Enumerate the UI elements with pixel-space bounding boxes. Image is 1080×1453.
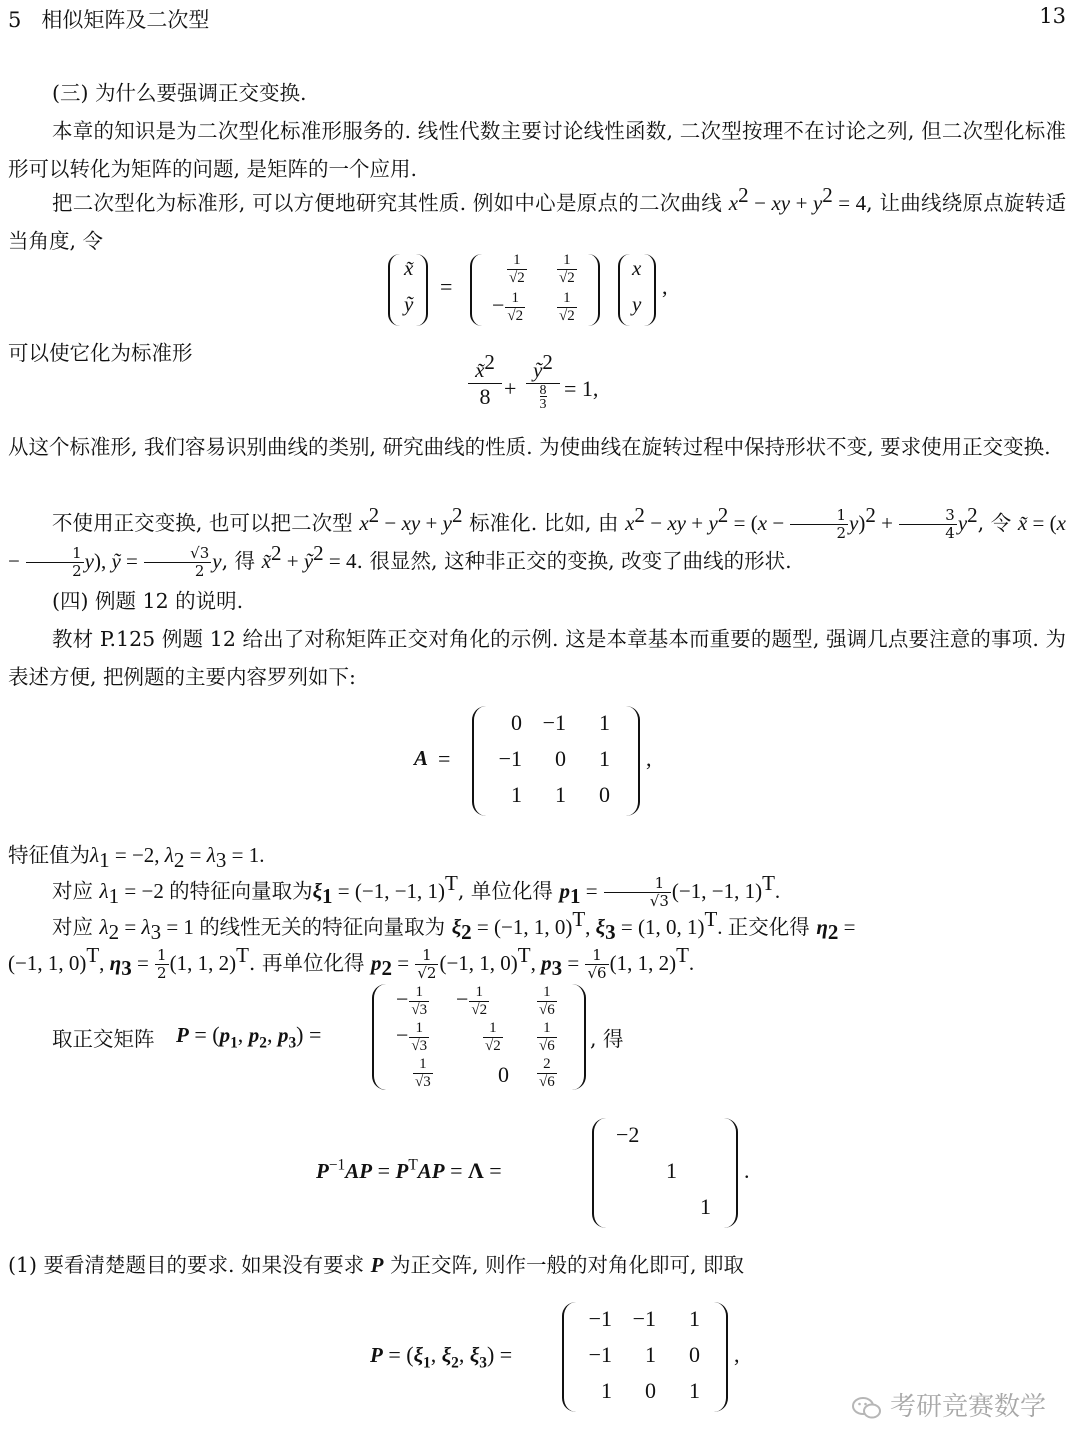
matrix-cell: 0 — [555, 746, 566, 771]
matrix-cell: 0 — [689, 1342, 700, 1367]
section3-paragraph5: 不使用正交变换, 也可以把二次型 $x^2$ − xy + $y^2$ 标准化. 比如, 由 $x^2$ − xy + $y^2 = (x$ − $\frac{1}{2}$ y)$^2$ + $\frac{3}{4}$ $y^2$, 令 x̃ = (x − $\frac{1}{2}$ y), ỹ = $\frac{√3}{2}$ y, 得 x̃$^2$ + ỹ$^2$ = 4. 很显然, 这种非正交的变换, 改变了曲线的形状. — [8, 503, 1066, 580]
watermark: 考研竞赛数学 — [852, 1386, 1046, 1423]
matrix-cell: 0 — [645, 1378, 656, 1403]
eigenvector23-lines: 对应 $\lambda_2 = \lambda_3 = 1$ 的线性无关的特征向量取为 $\xi_2 = (-1$, 1, 0)$^T$, $\xi_3 = (1$, 0, 1)$^T$. 正交化得 $\eta_2$ = — [52, 907, 856, 945]
matrix-cell: 1 — [555, 782, 566, 807]
matrix-cell: 0 — [511, 710, 522, 735]
orthonormalization-line: (−1, 1, 0)$^T$, $\eta_3$ = $\frac{1}{2}$ (1, 1, 2)$^T$. 再单位化得 $p_2$ = $\frac{1}{√2}$ (−1, 1, 0)$^T$, $p_3$ = $\frac{1}{√6}$ (1, 1, 2)$^T$. — [8, 943, 695, 982]
running-header — [8, 4, 1066, 30]
standard-form-equation: x̃$^2$ 8 + ỹ$^2$ 8 3 = 1, — [468, 358, 628, 428]
section4-paragraph1: 教材 P.125 例题 12 给出了对称矩阵正交对角化的示例. 这是本章基本而重要的题型, 强调几点要注意的事项. 为表述方便, 把例题的主要内容罗列如下: — [8, 627, 1066, 689]
section3-paragraph4: 从这个标准形, 我们容易识别曲线的类别, 研究曲线的性质. 为使曲线在旋转过程中保持形状不变, 要求使用正交变换. — [8, 435, 1051, 459]
matrix-cell: 1 — [645, 1342, 656, 1367]
matrix-cell: −1 — [542, 710, 566, 735]
eigenvector1-line: 对应 $\lambda_1 = -2$ 的特征向量取为$\xi_1 = (-1$, −1, 1)$^T$, 单位化得 $p_1$ = $\frac{1}{√3}$ (−1, −1, 1)$^T$. — [52, 871, 781, 910]
matrix-p-general-equation: $P = (\xi_1$, $\xi_2$, $\xi_3$) = −1 −1 1 −1 1 0 1 0 1 , — [370, 1300, 770, 1416]
matrix-cell: 1 — [601, 1378, 612, 1403]
rotation-equation: x̃ ỹ = $\frac{1}{√2}$ $\frac{1}{√2}$ − $\frac{1}{√2}$ $\frac{1}{√2}$ x y , — [388, 252, 708, 332]
orthogonal-matrix-p: 取正交矩阵 $P = (p_1$, $p_2$, $p_3$) = − $\frac{1}{√3}$ − $\frac{1}{√2}$ $\frac{1}{√6}$ − $\frac{1}{√3}$ $\frac{1}{√2}$ $\frac{1}{√6}$ $\frac{1}{√3}$ 0 $\frac{2}{√6}$ , 得 — [52, 984, 624, 1090]
matrix-cell: 1 — [689, 1378, 700, 1403]
section3-heading: (三) 为什么要强调正交变换. — [52, 81, 307, 105]
matrix-cell: 1 — [599, 710, 610, 735]
matrix-cell: 0 — [599, 782, 610, 807]
section3-paragraph1: 本章的知识是为二次型化标准形服务的. 线性代数主要讨论线性函数, 二次型按理不在讨论之列, 但二次型化标准形可以转化为矩阵的问题, 是矩阵的一个应用. — [8, 119, 1066, 181]
matrix-a-equation: A = 0 −1 1 −1 0 1 1 1 0 , — [414, 704, 674, 820]
wechat-icon — [852, 1396, 882, 1420]
matrix-cell: −1 — [588, 1306, 612, 1331]
matrix-cell: −1 — [588, 1342, 612, 1367]
diagonalization-equation: $P^{-1}AP = P^TAP = \Lambda$ = −2 1 1 . — [316, 1116, 776, 1232]
section3-paragraph2: 把二次型化为标准形, 可以方便地研究其性质. 例如中心是原点的二次曲线 $x^2$ − xy + $y^2 = 4$, 让曲线绕原点旋转适当角度, 令 — [8, 183, 1066, 253]
section4-heading: (四) 例题 12 的说明. — [52, 589, 244, 613]
matrix-cell: 1 — [511, 782, 522, 807]
matrix-cell: 1 — [689, 1306, 700, 1331]
page-number: 13 — [1039, 4, 1066, 28]
matrix-cell: 1 — [599, 746, 610, 771]
matrix-cell: −1 — [632, 1306, 656, 1331]
chapter-title: 5 相似矩阵及二次型 — [8, 8, 210, 32]
note1-line: (1) 要看清楚题目的要求. 如果没有要求 P 为正交阵, 则作一般的对角化即可, 即取 — [8, 1253, 745, 1277]
matrix-cell: −1 — [498, 746, 522, 771]
eigenvalues-line: 特征值为$\lambda_1 = -2$, $\lambda_2 = \lambda_3 = 1$. — [8, 843, 265, 873]
section3-paragraph3: 可以使它化为标准形 — [8, 341, 193, 365]
